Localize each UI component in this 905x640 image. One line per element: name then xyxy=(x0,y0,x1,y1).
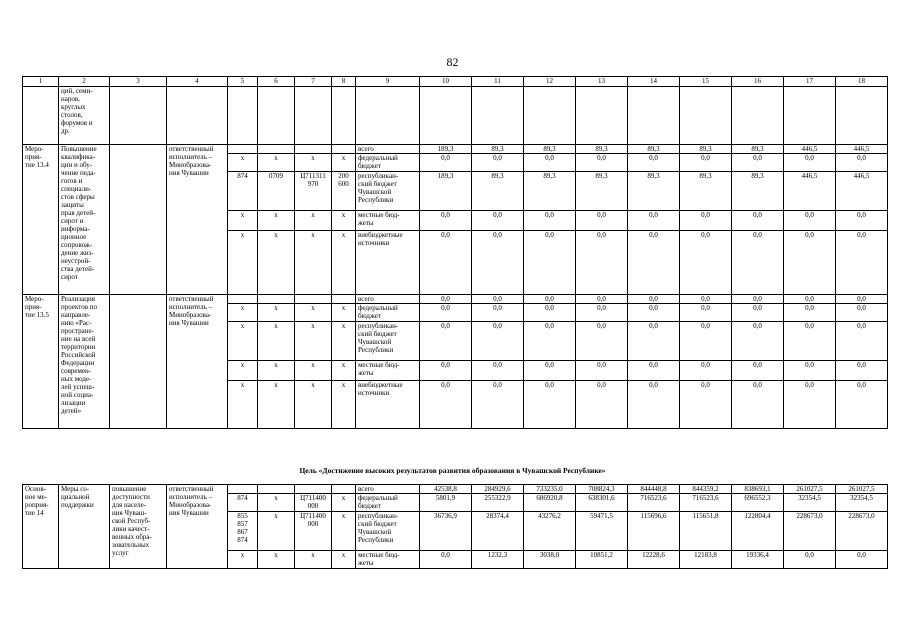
goal-heading: Цель «Достижение высоких результатов развития образования в Чувашской Республике» xyxy=(299,466,606,475)
cell-amount: 0,0 xyxy=(836,211,888,231)
cell-amount: 0,0 xyxy=(732,381,784,429)
cell-amount: 0,0 xyxy=(732,295,784,304)
cell-amount: 89,3 xyxy=(628,145,680,154)
header-cell: 17 xyxy=(784,77,836,87)
cell-amount: 0,0 xyxy=(680,295,732,304)
cell-amount: 115651,8 xyxy=(680,512,732,551)
cell-amount: 89,3 xyxy=(576,172,628,211)
cell-csr: Ц711311 970 xyxy=(295,172,332,211)
budget-table xyxy=(22,76,888,429)
cell-amount: 838693,1 xyxy=(732,485,784,494)
cell-amount: 0,0 xyxy=(836,361,888,381)
cell-amount: 115696,6 xyxy=(628,512,680,551)
cell-amount: 844448,8 xyxy=(628,485,680,494)
cell-amount: 708824,3 xyxy=(576,485,628,494)
header-cell: 18 xyxy=(836,77,888,87)
cell-amount: 1232,3 xyxy=(472,551,524,569)
cell-funding-source: республикан- ский бюджет Чувашской Республики xyxy=(356,512,420,551)
cell-vr: x xyxy=(332,154,356,172)
cell-funding-source: местные бюд- жеты xyxy=(356,361,420,381)
cell-rz-pr xyxy=(258,485,295,494)
cell-csr: x xyxy=(295,211,332,231)
cell-vr: x xyxy=(332,322,356,361)
cell-funding-source: всего xyxy=(356,295,420,304)
cell-amount: 0,0 xyxy=(784,295,836,304)
cell-amount: 89,3 xyxy=(472,145,524,154)
cell-funding-source: всего xyxy=(356,485,420,494)
cell-amount: 0,0 xyxy=(628,211,680,231)
cell-amount: 89,3 xyxy=(576,145,628,154)
cell-rz-pr: x xyxy=(258,154,295,172)
cell-amount: 42538,8 xyxy=(420,485,472,494)
header-cell: 14 xyxy=(628,77,680,87)
cell-amount: 10851,2 xyxy=(576,551,628,569)
cell-amount: 0,0 xyxy=(784,381,836,429)
cell-amount: 0,0 xyxy=(420,295,472,304)
cell-amount: 32354,5 xyxy=(836,494,888,512)
cell-amount: 0,0 xyxy=(732,231,784,295)
cell-amount: 89,3 xyxy=(732,172,784,211)
cell-empty xyxy=(472,87,524,145)
cell-funding-source: внебюджетные источники xyxy=(356,381,420,429)
cell-vr xyxy=(332,295,356,304)
cell-rz-pr: x xyxy=(258,512,295,551)
cell-amount: 12183,8 xyxy=(680,551,732,569)
cell-csr: x xyxy=(295,381,332,429)
cell-event-number: Меро- прия- тие 13.5 xyxy=(23,295,59,429)
cell-amount: 0,0 xyxy=(784,551,836,569)
cell-amount: 0,0 xyxy=(784,304,836,322)
cell-vr: x xyxy=(332,494,356,512)
cell-amount: 733235,0 xyxy=(524,485,576,494)
cell-empty xyxy=(576,87,628,145)
cell-amount: 122804,4 xyxy=(732,512,784,551)
budget-table-goal xyxy=(22,484,888,569)
cell-amount: 0,0 xyxy=(472,295,524,304)
cell-amount: 0,0 xyxy=(680,304,732,322)
cell-funding-source: внебюджетные источники xyxy=(356,231,420,295)
cell-amount: 0,0 xyxy=(732,322,784,361)
cell-amount: 0,0 xyxy=(680,322,732,361)
cell-amount: 0,0 xyxy=(628,304,680,322)
cell-rz-pr: x xyxy=(258,381,295,429)
cell-csr: x xyxy=(295,322,332,361)
cell-amount: 0,0 xyxy=(524,381,576,429)
cell-amount: 844359,2 xyxy=(680,485,732,494)
cell-empty xyxy=(836,87,888,145)
cell-rz-pr: x xyxy=(258,231,295,295)
cell-amount: 716523,6 xyxy=(628,494,680,512)
cell-amount: 0,0 xyxy=(628,154,680,172)
cell-amount: 0,0 xyxy=(472,361,524,381)
cell-amount: 89,3 xyxy=(524,145,576,154)
header-cell: 6 xyxy=(258,77,295,87)
cell-empty xyxy=(356,87,420,145)
cell-grbs: x xyxy=(228,231,258,295)
cell-grbs xyxy=(228,485,258,494)
header-cell: 3 xyxy=(110,77,167,87)
cell-amount: 0,0 xyxy=(524,361,576,381)
cell-empty xyxy=(228,87,258,145)
cell-vr: x xyxy=(332,361,356,381)
cell-csr: x xyxy=(295,154,332,172)
cell-empty xyxy=(295,87,332,145)
cell-funding-source: федеральный бюджет xyxy=(356,154,420,172)
cell-amount: 89,3 xyxy=(524,172,576,211)
cell-event-name: Повышение квалифика- ции и обу- чение педа- гогов и специали- стов сферы защиты прав детей- сирот и информа- ционное сопровож- дение жиз- неустрой- ства детей- сирот xyxy=(59,145,110,295)
cell-amount: 0,0 xyxy=(420,361,472,381)
cell-amount: 0,0 xyxy=(576,361,628,381)
cell-csr xyxy=(295,145,332,154)
cell-rz-pr: x xyxy=(258,211,295,231)
cell-event-number: Меро- прия- тие 13.4 xyxy=(23,145,59,295)
cell-grbs: x xyxy=(228,361,258,381)
cell-amount: 0,0 xyxy=(524,231,576,295)
cell-amount: 446,5 xyxy=(836,172,888,211)
cell-grbs xyxy=(228,295,258,304)
cell-amount: 446,5 xyxy=(784,172,836,211)
cell-empty xyxy=(110,87,167,145)
cell-amount: 0,0 xyxy=(784,154,836,172)
cell-empty xyxy=(628,87,680,145)
cell-amount: 0,0 xyxy=(836,551,888,569)
cell-amount: 0,0 xyxy=(524,154,576,172)
cell-empty xyxy=(167,87,228,145)
cell-amount: 0,0 xyxy=(680,361,732,381)
cell-rz-pr xyxy=(258,295,295,304)
cell-amount: 0,0 xyxy=(524,304,576,322)
cell-amount: 0,0 xyxy=(784,211,836,231)
cell-amount: 89,3 xyxy=(680,145,732,154)
cell-amount: 43276,2 xyxy=(524,512,576,551)
cell-empty xyxy=(258,87,295,145)
cell-amount: 0,0 xyxy=(732,154,784,172)
cell-grbs: x xyxy=(228,211,258,231)
cell-amount: 89,3 xyxy=(472,172,524,211)
cell-funding-source: федеральный бюджет xyxy=(356,304,420,322)
cell-empty xyxy=(732,87,784,145)
cell-amount: 284929,6 xyxy=(472,485,524,494)
cell-amount: 0,0 xyxy=(836,295,888,304)
cell-csr: Ц711400 000 xyxy=(295,494,332,512)
cell-amount: 0,0 xyxy=(472,322,524,361)
cell-amount: 0,0 xyxy=(836,231,888,295)
cell-goal xyxy=(110,295,167,429)
header-cell: 8 xyxy=(332,77,356,87)
cell-event-name: Реализация проектов по направле- нию «Рас- простране- ние на всей территории Российской Федерации современ- ных моде- лей успеш- ной социа- лизации детей» xyxy=(59,295,110,429)
cell-amount: 28374,4 xyxy=(472,512,524,551)
cell-csr: x xyxy=(295,304,332,322)
cell-amount: 0,0 xyxy=(836,154,888,172)
cell-grbs: 855 857 867 874 xyxy=(228,512,258,551)
cell-amount: 0,0 xyxy=(472,231,524,295)
cell-rz-pr: x xyxy=(258,322,295,361)
cell-amount: 0,0 xyxy=(680,211,732,231)
cell-amount: 19336,4 xyxy=(732,551,784,569)
cell-amount: 0,0 xyxy=(576,381,628,429)
cell-amount: 89,3 xyxy=(628,172,680,211)
cell-funding-source: всего xyxy=(356,145,420,154)
cell-vr: x xyxy=(332,211,356,231)
cell-amount: 0,0 xyxy=(420,551,472,569)
cell-empty xyxy=(680,87,732,145)
cell-grbs: x xyxy=(228,381,258,429)
cell-event-number: Основ- ное ме- роприя- тие 14 xyxy=(23,485,59,569)
cell-amount: 32354,5 xyxy=(784,494,836,512)
cell-amount: 36736,9 xyxy=(420,512,472,551)
cell-amount: 0,0 xyxy=(628,361,680,381)
cell-amount: 189,3 xyxy=(420,172,472,211)
cell-amount: 89,3 xyxy=(680,172,732,211)
cell-amount: 0,0 xyxy=(472,381,524,429)
cell-amount: 0,0 xyxy=(576,322,628,361)
cell-csr: x xyxy=(295,361,332,381)
cell-goal xyxy=(110,145,167,295)
cell-grbs: x xyxy=(228,154,258,172)
cell-csr xyxy=(295,485,332,494)
cell-amount: 228673,0 xyxy=(784,512,836,551)
header-cell: 13 xyxy=(576,77,628,87)
cell-vr: x xyxy=(332,381,356,429)
table-row xyxy=(23,485,888,494)
cell-funding-source: федеральный бюджет xyxy=(356,494,420,512)
cell-amount: 0,0 xyxy=(784,231,836,295)
table-row xyxy=(23,87,888,145)
cell-empty xyxy=(420,87,472,145)
cell-goal: повышение доступности для населе- ния Чуваш- ской Респуб- лики качест- венных обра- зовательных услуг xyxy=(110,485,167,569)
header-row xyxy=(23,77,888,87)
cell-grbs: x xyxy=(228,322,258,361)
cell-amount: 0,0 xyxy=(472,154,524,172)
cell-vr: x xyxy=(332,551,356,569)
cell-amount: 0,0 xyxy=(420,154,472,172)
cell-amount: 0,0 xyxy=(680,231,732,295)
cell-executor: ответственный исполнитель – Минобразова- ния Чувашии xyxy=(167,295,228,429)
cell-vr: x xyxy=(332,304,356,322)
header-cell: 7 xyxy=(295,77,332,87)
cell-amount: 0,0 xyxy=(836,381,888,429)
cell-rz-pr: 0709 xyxy=(258,172,295,211)
cell-amount: 0,0 xyxy=(628,381,680,429)
cell-amount: 638301,6 xyxy=(576,494,628,512)
cell-vr xyxy=(332,145,356,154)
cell-amount: 0,0 xyxy=(524,322,576,361)
cell-grbs: 874 xyxy=(228,172,258,211)
cell-amount: 261027,5 xyxy=(836,485,888,494)
cell-vr: x xyxy=(332,231,356,295)
cell-col1 xyxy=(23,87,59,145)
cell-amount: 0,0 xyxy=(628,322,680,361)
cell-csr: x xyxy=(295,551,332,569)
cell-funding-source: республикан- ский бюджет Чувашской Республики xyxy=(356,172,420,211)
header-cell: 4 xyxy=(167,77,228,87)
cell-amount: 261027,5 xyxy=(784,485,836,494)
cell-rz-pr xyxy=(258,145,295,154)
cell-rz-pr: x xyxy=(258,494,295,512)
cell-grbs xyxy=(228,145,258,154)
table-row xyxy=(23,145,888,154)
cell-empty xyxy=(784,87,836,145)
cell-amount: 0,0 xyxy=(628,295,680,304)
cell-amount: 0,0 xyxy=(784,361,836,381)
cell-amount: 0,0 xyxy=(576,295,628,304)
cell-amount: 228673,0 xyxy=(836,512,888,551)
cell-event-name: ций, семи- наров, круглых столов, форумов и др. xyxy=(59,87,110,145)
header-cell: 11 xyxy=(472,77,524,87)
cell-empty xyxy=(332,87,356,145)
header-cell: 1 xyxy=(23,77,59,87)
cell-amount: 0,0 xyxy=(420,381,472,429)
cell-amount: 0,0 xyxy=(472,211,524,231)
header-cell: 16 xyxy=(732,77,784,87)
cell-amount: 0,0 xyxy=(420,231,472,295)
cell-csr xyxy=(295,295,332,304)
cell-amount: 0,0 xyxy=(836,304,888,322)
cell-amount: 0,0 xyxy=(836,322,888,361)
cell-vr: 200 600 xyxy=(332,172,356,211)
cell-amount: 0,0 xyxy=(420,322,472,361)
cell-amount: 0,0 xyxy=(628,231,680,295)
cell-amount: 12228,6 xyxy=(628,551,680,569)
cell-amount: 0,0 xyxy=(732,361,784,381)
cell-grbs: 874 xyxy=(228,494,258,512)
cell-amount: 0,0 xyxy=(732,304,784,322)
cell-executor: ответственный исполнитель – Минобразова- ния Чувашии xyxy=(167,485,228,569)
header-cell: 12 xyxy=(524,77,576,87)
header-cell: 15 xyxy=(680,77,732,87)
cell-amount: 0,0 xyxy=(680,154,732,172)
cell-executor: ответственный исполнитель – Минобразова- ния Чувашии xyxy=(167,145,228,295)
cell-empty xyxy=(524,87,576,145)
cell-amount: 255322,9 xyxy=(472,494,524,512)
cell-amount: 686920,8 xyxy=(524,494,576,512)
cell-funding-source: местные бюд- жеты xyxy=(356,551,420,569)
cell-amount: 0,0 xyxy=(576,231,628,295)
cell-amount: 446,5 xyxy=(836,145,888,154)
cell-funding-source: местные бюд- жеты xyxy=(356,211,420,231)
cell-vr xyxy=(332,485,356,494)
cell-amount: 0,0 xyxy=(576,154,628,172)
cell-amount: 3038,0 xyxy=(524,551,576,569)
cell-csr: x xyxy=(295,231,332,295)
cell-amount: 0,0 xyxy=(732,211,784,231)
cell-event-name: Меры со- циальной поддержки xyxy=(59,485,110,569)
cell-amount: 0,0 xyxy=(680,381,732,429)
cell-rz-pr: x xyxy=(258,551,295,569)
cell-amount: 696552,3 xyxy=(732,494,784,512)
cell-grbs: x xyxy=(228,551,258,569)
table-row xyxy=(23,295,888,304)
header-cell: 5 xyxy=(228,77,258,87)
cell-amount: 0,0 xyxy=(576,211,628,231)
cell-amount: 0,0 xyxy=(420,211,472,231)
cell-amount: 0,0 xyxy=(576,304,628,322)
cell-amount: 0,0 xyxy=(524,295,576,304)
cell-amount: 0,0 xyxy=(420,304,472,322)
cell-csr: Ц711400 000 xyxy=(295,512,332,551)
header-cell: 10 xyxy=(420,77,472,87)
cell-amount: 5801,9 xyxy=(420,494,472,512)
cell-funding-source: республикан- ский бюджет Чувашской Республики xyxy=(356,322,420,361)
cell-amount: 0,0 xyxy=(524,211,576,231)
cell-amount: 446,5 xyxy=(784,145,836,154)
cell-vr: x xyxy=(332,512,356,551)
cell-amount: 59471,5 xyxy=(576,512,628,551)
cell-rz-pr: x xyxy=(258,361,295,381)
cell-amount: 189,3 xyxy=(420,145,472,154)
cell-amount: 0,0 xyxy=(472,304,524,322)
header-cell: 2 xyxy=(59,77,110,87)
cell-amount: 716523,6 xyxy=(680,494,732,512)
cell-grbs: x xyxy=(228,304,258,322)
page-number: 82 xyxy=(446,55,459,69)
cell-amount: 0,0 xyxy=(784,322,836,361)
cell-amount: 89,3 xyxy=(732,145,784,154)
header-cell: 9 xyxy=(356,77,420,87)
cell-rz-pr: x xyxy=(258,304,295,322)
